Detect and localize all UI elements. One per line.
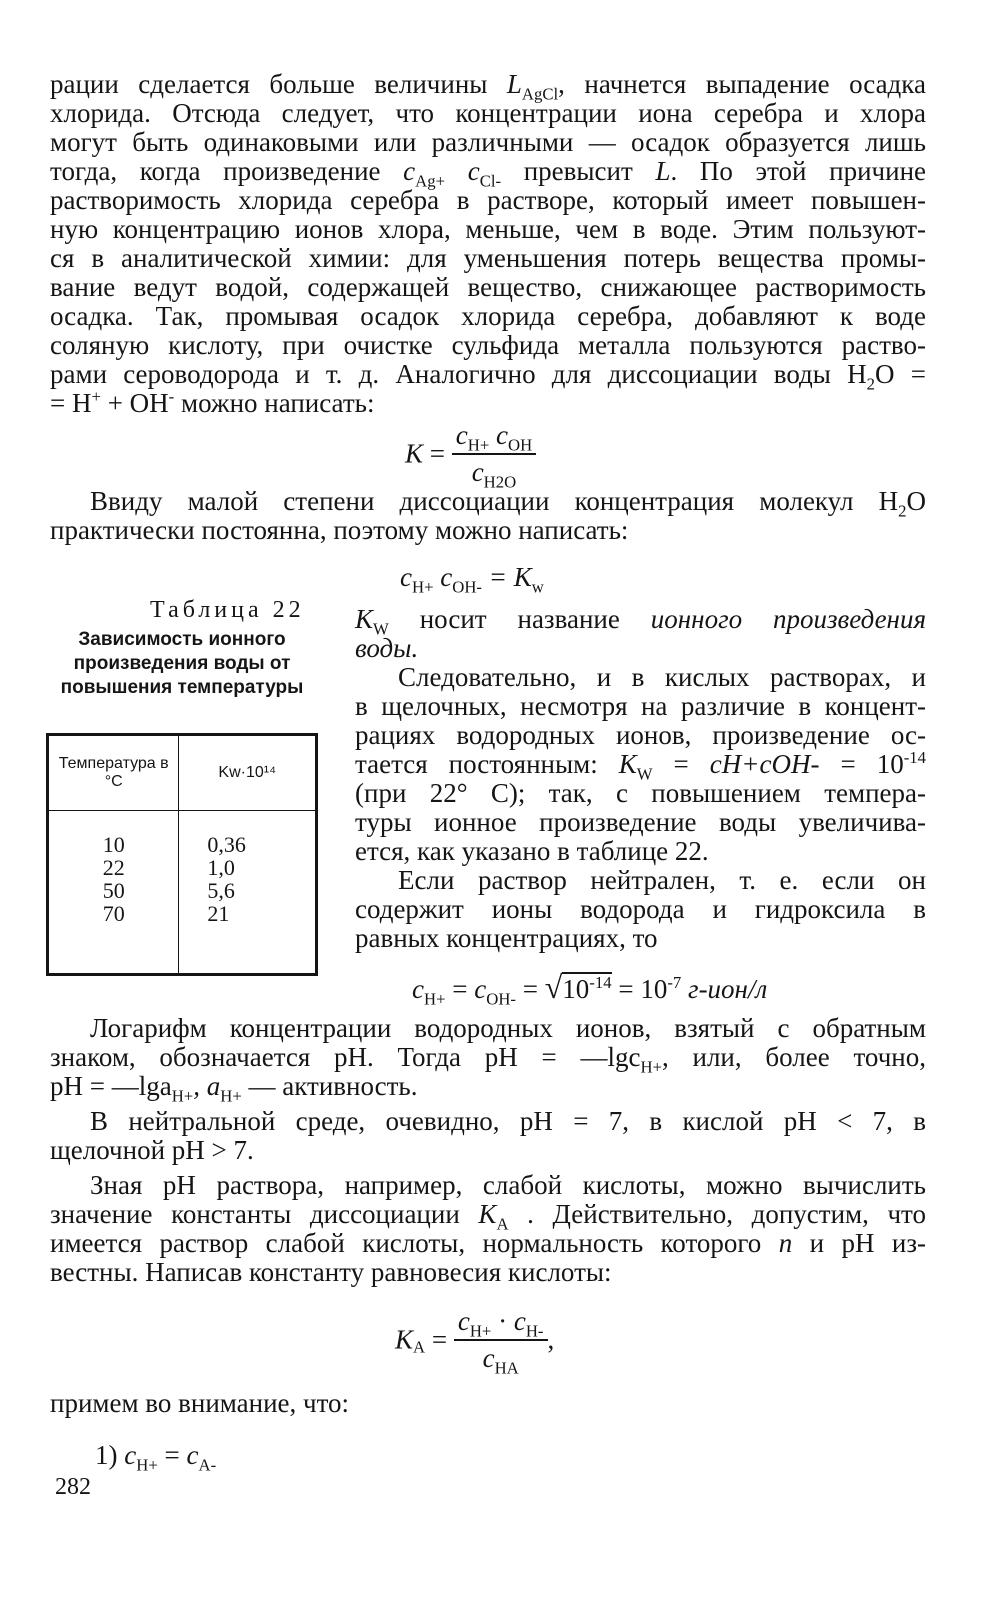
- text-line: Ввиду малой степени диссоциации концентрация молекул $H_2O$: [90, 486, 926, 521]
- table-cell: 0,36: [207, 832, 246, 857]
- text-line: хлорида. Отсюда следует, что концентрации иона серебра и хлора: [50, 98, 926, 128]
- table-header-kw: Kw·10¹⁴: [179, 735, 317, 811]
- table-temperature-column: [48, 811, 179, 975]
- formula-acid-constant: $K_A$ = $\frac{c_{H+} \cdot c_{H-}}{c_{HA}}$ ,: [395, 1306, 555, 1378]
- table-cell: 22: [102, 855, 125, 880]
- text-line: примем во внимание, что:: [50, 1388, 350, 1418]
- text-line: равных концентрациях, то: [355, 923, 658, 953]
- text-line: вание ведут водой, содержащей вещество, снижающее растворимость: [50, 272, 926, 302]
- text-line: тается постоянным: $K_W = cH+cOH- = 10^{-14}$: [355, 748, 926, 784]
- text-line: рами сероводорода и т. д. Аналогично для диссоциации воды $H_2O$ =: [50, 359, 926, 394]
- table-title: Таблица 22: [150, 597, 305, 623]
- table-cell: 1,0: [207, 855, 235, 880]
- text-line: содержит ионы водорода и гидроксила в: [355, 894, 926, 924]
- table-kw-column: [179, 811, 317, 975]
- table-caption: Зависимость ионного произведения воды от повышения температуры: [60, 629, 304, 698]
- text-line: щелочной pH > 7.: [50, 1135, 254, 1165]
- ionic-product-table: [46, 733, 318, 976]
- text-line: В нейтральной среде, очевидно, pH = 7, в кислой pH < 7, в: [90, 1106, 926, 1136]
- text-line: ется, как указано в таблице 22.: [355, 836, 709, 866]
- text-line: Следовательно, и в кислых растворах, и: [398, 662, 926, 692]
- text-line: знаком, обозначается pH. Тогда pH = —lgc$_{H+}$, или, более точно,: [50, 1042, 927, 1077]
- text-line: (при 22° С); так, с повышением темпера-: [355, 778, 926, 808]
- table-header-temperature: Температура в °С: [48, 735, 179, 811]
- text-line: ную концентрацию ионов хлора, меньше, чем в воде. Этим пользуют-: [50, 214, 926, 244]
- table-cell: 70: [102, 901, 125, 926]
- text-line: рации сделается больше величины $L_{AgCl}$, начнется выпадение осадка: [50, 69, 926, 104]
- table-cell: 21: [207, 901, 230, 926]
- text-line: практически постоянна, поэтому можно написать:: [50, 515, 629, 545]
- formula-ionic-product: $c_{H+}$ $c_{OH-} = K_w$: [400, 562, 544, 597]
- text-line: в щелочных, несмотря на различие в концент-: [355, 691, 926, 721]
- text-line: Если раствор нейтрален, т. е. если он: [398, 865, 926, 895]
- text-line: $K_W$ носит название ионного произведения: [355, 604, 927, 639]
- page-number: 282: [55, 1474, 91, 1500]
- text-line: pH = —lga$_{H+}$, $a_{H+}$ — активность.: [50, 1071, 418, 1106]
- text-line: Зная pH раствора, например, слабой кислоты, можно вычислить: [90, 1170, 926, 1200]
- text-line: значение константы диссоциации $K_A$ . Действительно, допустим, что: [50, 1199, 926, 1234]
- table-cell: 50: [102, 878, 125, 903]
- formula-water-dissociation: K = $\frac{c_{H+} c_{OH}}{c_{H2O}}$: [405, 420, 536, 488]
- text-line: имеется раствор слабой кислоты, нормальность которого n и pH из-: [50, 1228, 926, 1258]
- text-line: Логарифм концентрации водородных ионов, взятый с обратным: [90, 1013, 926, 1043]
- table-cell: 5,6: [207, 878, 235, 903]
- table-cell: 10: [102, 832, 125, 857]
- text-line: туры ионное произведение воды увеличива-: [355, 807, 926, 837]
- text-line: ся в аналитической химии: для уменьшения потерь вещества промы-: [50, 243, 926, 273]
- text-line: = H+ + OH- можно написать:: [50, 387, 375, 418]
- text-line: тогда, когда произведение $c_{Ag+}$ $c_{Cl-}$ превысит L. По этой причине: [50, 156, 927, 191]
- formula-neutral-solution: $c_{H+} = c_{OH-} = √10^{-14} = 10^{-7}$ г-ион/л: [412, 969, 768, 1009]
- formula-condition-1: 1) $c_{H+} = c_{A-}$: [95, 1440, 217, 1475]
- text-line: вестны. Написав константу равновесия кислоты:: [50, 1257, 612, 1287]
- text-line: растворимость хлорида серебра в растворе, который имеет повышен-: [50, 185, 926, 215]
- text-line: воды.: [355, 633, 419, 663]
- text-line: рациях водородных ионов, произведение ос-: [355, 720, 926, 750]
- text-line: могут быть одинаковыми или различными — осадок образуется лишь: [50, 127, 926, 157]
- text-line: осадка. Так, промывая осадок хлорида серебра, добавляют к воде: [50, 301, 926, 331]
- text-line: соляную кислоту, при очистке сульфида металла пользуются раство-: [50, 330, 926, 360]
